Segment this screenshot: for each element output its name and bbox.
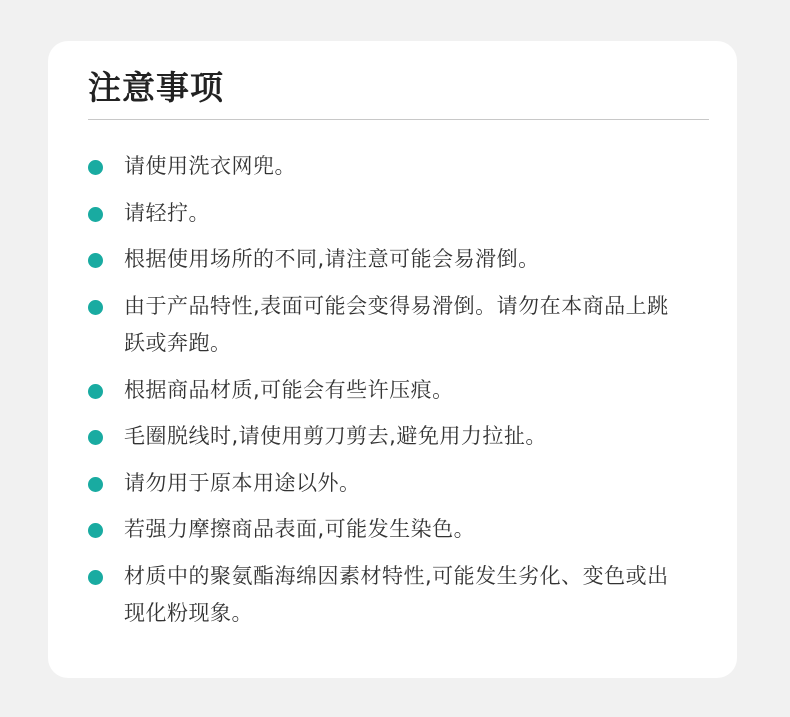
notice-item-text: 毛圈脱线时,请使用剪刀剪去,避免用力拉扯。 bbox=[124, 424, 547, 448]
notice-item-text: 根据商品材质,可能会有些许压痕。 bbox=[124, 377, 454, 402]
notice-list bbox=[88, 148, 678, 642]
notice-card bbox=[48, 41, 737, 678]
notice-item bbox=[88, 465, 678, 503]
bullet-dot-icon bbox=[88, 570, 103, 585]
notice-item bbox=[88, 558, 678, 633]
bullet-dot-icon bbox=[88, 160, 103, 175]
bullet-dot-icon bbox=[88, 300, 103, 315]
notice-item-text: 由于产品特性,表面可能会变得易滑倒。请勿在本商品上跳跃或奔跑。 bbox=[124, 293, 669, 355]
bullet-dot-icon bbox=[88, 523, 103, 538]
notice-item-text: 请勿用于原本用途以外。 bbox=[124, 470, 361, 495]
notice-item bbox=[88, 372, 678, 410]
notice-item bbox=[88, 241, 678, 279]
bullet-dot-icon bbox=[88, 253, 103, 268]
notice-item bbox=[88, 418, 678, 456]
notice-item bbox=[88, 195, 678, 233]
bullet-dot-icon bbox=[88, 207, 103, 222]
notice-item bbox=[88, 288, 678, 363]
notice-item-text: 若强力摩擦商品表面,可能发生染色。 bbox=[124, 517, 476, 541]
notice-item-text: 请轻拧。 bbox=[124, 200, 210, 225]
bullet-dot-icon bbox=[88, 384, 103, 399]
notice-item-text: 请使用洗衣网兜。 bbox=[124, 154, 296, 178]
title-divider bbox=[88, 119, 709, 120]
notice-item bbox=[88, 148, 678, 186]
notice-title: 注意事项 bbox=[88, 68, 224, 107]
bullet-dot-icon bbox=[88, 430, 103, 445]
bullet-dot-icon bbox=[88, 477, 103, 492]
notice-item bbox=[88, 511, 678, 549]
notice-item-text: 根据使用场所的不同,请注意可能会易滑倒。 bbox=[124, 247, 540, 271]
notice-item-text: 材质中的聚氨酯海绵因素材特性,可能发生劣化、变色或出现化粉现象。 bbox=[124, 563, 669, 625]
